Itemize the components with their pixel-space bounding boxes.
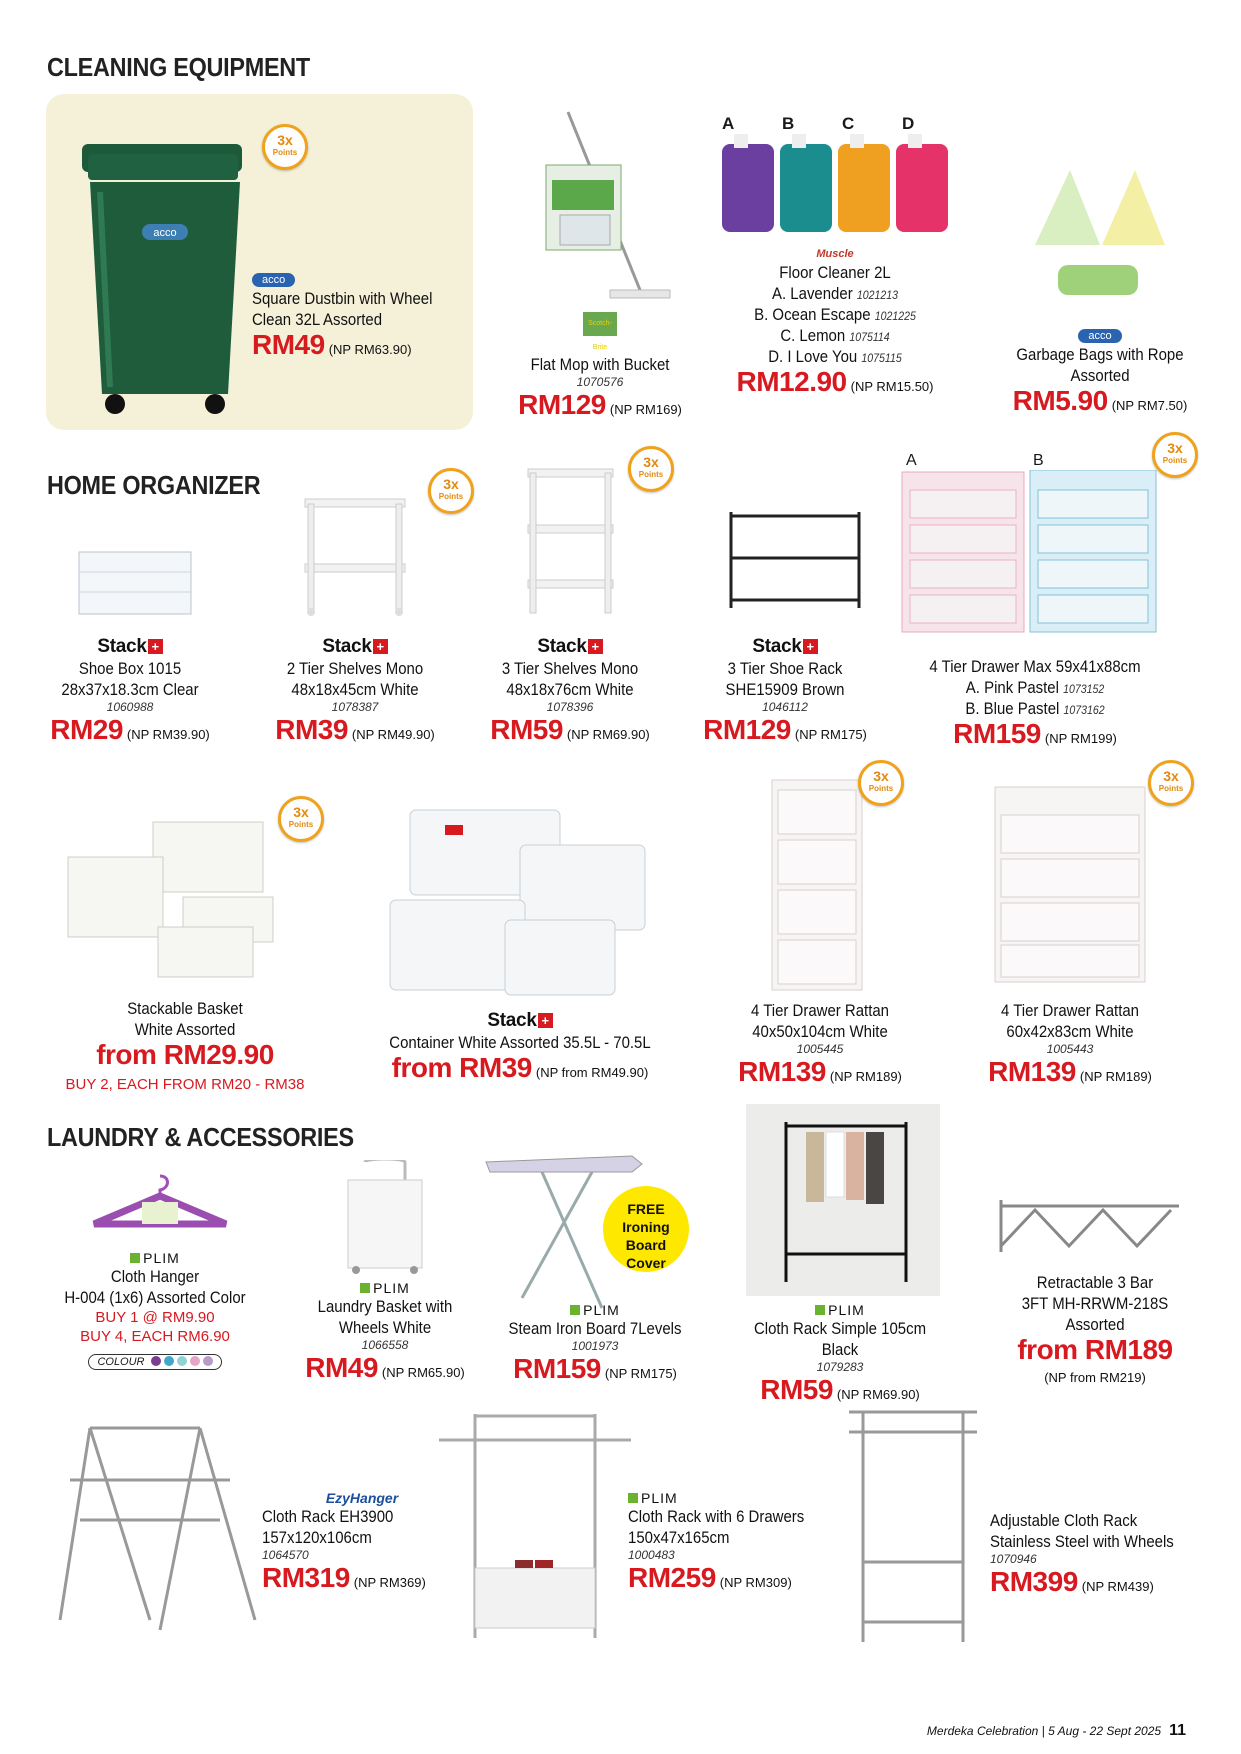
product-adjustable-rack[interactable] [990, 1510, 1210, 1602]
product-name: Clean 32L Assorted [252, 310, 383, 329]
svg-text:acco: acco [153, 227, 177, 239]
price: from RM29.90 [96, 1039, 274, 1070]
stackable-basket-image [58, 812, 288, 982]
page-footer [927, 1722, 1186, 1740]
product-name: Flat Mop with Bucket [530, 355, 670, 374]
product-name: Stackable Basket [127, 999, 243, 1018]
variant-label-a: A [906, 452, 917, 469]
sku: 1073152 [1063, 682, 1105, 696]
variant-label-b: B [1033, 452, 1044, 469]
product-name: 48x18x76cm White [506, 680, 634, 699]
drawer-max-image [900, 470, 1160, 635]
sku: 1021213 [856, 288, 898, 302]
normal-price: (NP RM175) [604, 1366, 677, 1381]
product-shoe-box[interactable] [30, 636, 230, 750]
normal-price: (NP RM7.50) [1111, 398, 1188, 413]
sku: 1075114 [849, 330, 890, 344]
floor-cleaner-bottles-image [720, 134, 960, 234]
sku: 1046112 [762, 700, 808, 714]
stack-logo: Stack + [30, 636, 230, 658]
sku: 1005445 [796, 1042, 844, 1056]
dustbin-image [70, 142, 260, 417]
stack-logo: Stack + [255, 636, 455, 658]
normal-price: (NP RM169) [609, 402, 682, 417]
product-retractable-rack[interactable] [985, 1272, 1205, 1385]
product-three-tier-shelves[interactable] [470, 636, 670, 750]
product-name: 3 Tier Shoe Rack [727, 659, 843, 678]
section-title-cleaning: CLEANING EQUIPMENT [47, 52, 310, 82]
three-tier-shelf-image [523, 465, 618, 620]
product-name: SHE15909 Brown [725, 680, 845, 699]
price: from RM39 [391, 1052, 532, 1083]
product-name: Cloth Rack with 6 Drawers [628, 1507, 805, 1526]
variant-name: C. Lemon [780, 326, 846, 345]
product-cloth-rack-6-drawers[interactable] [628, 1490, 848, 1598]
price: RM159 [953, 718, 1041, 749]
points-badge: 3x Points [1148, 760, 1194, 806]
colour-swatch[interactable] [190, 1356, 200, 1366]
product-name: H-004 (1x6) Assorted Color [64, 1288, 246, 1307]
mop-image [540, 110, 680, 310]
price: RM59 [490, 714, 563, 745]
product-cloth-hanger[interactable] [40, 1250, 270, 1370]
price: RM39 [275, 714, 348, 745]
laundry-basket-image [340, 1160, 430, 1275]
acco-logo: acco [1078, 329, 1121, 343]
product-name: 2 Tier Shelves Mono [286, 659, 424, 678]
free-gift-badge: FREE Ironing Board Cover [603, 1186, 689, 1272]
sku: 1005443 [1046, 1042, 1094, 1056]
sku: 1078396 [546, 700, 594, 714]
product-name: Shoe Box 1015 [78, 659, 182, 678]
product-name: Cloth Hanger [110, 1267, 200, 1286]
price: RM59 [760, 1374, 833, 1405]
cloth-rack-eh3900-image [50, 1420, 260, 1645]
sku: 1064570 [262, 1548, 309, 1562]
colour-swatch[interactable] [164, 1356, 174, 1366]
product-name: 3FT MH-RRWM-218S Assorted [1021, 1294, 1169, 1334]
variant-name: B. Blue Pastel [965, 699, 1060, 718]
two-tier-shelf-image [300, 494, 410, 619]
cloth-rack-photo [746, 1104, 940, 1296]
product-name: 28x37x18.3cm Clear [61, 680, 199, 699]
price: from RM189 [1017, 1334, 1173, 1365]
garbage-bags-image [1030, 170, 1170, 300]
product-name: Wheels White [338, 1318, 432, 1337]
colour-selector[interactable] [88, 1354, 221, 1370]
sku: 1070946 [990, 1552, 1037, 1566]
normal-price: (NP RM15.50) [850, 379, 934, 394]
product-laundry-basket[interactable] [270, 1280, 500, 1388]
sku: 1000483 [628, 1548, 675, 1562]
plim-logo: PLIM [628, 1490, 848, 1506]
normal-price: (NP RM39.90) [126, 727, 210, 742]
price: RM29 [50, 714, 123, 745]
ezyhanger-logo: EzyHanger [325, 1490, 399, 1506]
product-name: 157x120x106cm [262, 1528, 372, 1547]
points-badge: 3x Points [428, 468, 474, 514]
variant-name: D. I Love You [768, 347, 858, 366]
scotch-brite-logo: Scotch-Brite [583, 312, 617, 336]
product-two-tier-shelves[interactable] [255, 636, 455, 750]
product-name: Laundry Basket with [317, 1297, 453, 1316]
product-name: Retractable 3 Bar [1036, 1273, 1154, 1292]
price: RM49 [252, 329, 325, 360]
plim-logo: PLIM [270, 1280, 500, 1296]
product-name: White Assorted [134, 1020, 236, 1039]
product-container[interactable] [370, 1010, 670, 1088]
normal-price: (NP from RM49.90) [535, 1065, 649, 1080]
price: RM139 [988, 1056, 1076, 1087]
sku: 1078387 [331, 700, 379, 714]
colour-label: COLOUR [97, 1356, 145, 1368]
colour-swatch[interactable] [151, 1356, 161, 1366]
normal-price: (NP RM69.90) [566, 727, 650, 742]
product-cloth-rack-eh3900[interactable] [262, 1490, 462, 1598]
product-cloth-rack-simple[interactable] [720, 1302, 960, 1410]
normal-price: (NP RM439) [1081, 1579, 1154, 1594]
variant-name: A. Pink Pastel [965, 678, 1059, 697]
plim-logo: PLIM [720, 1302, 960, 1318]
normal-price: (NP RM189) [829, 1069, 902, 1084]
product-shoe-rack[interactable] [685, 636, 885, 750]
normal-price: (NP from RM219) [1044, 1370, 1146, 1385]
footer-text: Merdeka Celebration | 5 Aug - 22 Sept 2025 [926, 1724, 1162, 1738]
cloth-rack-drawers-image [435, 1408, 635, 1648]
normal-price: (NP RM65.90) [381, 1365, 465, 1380]
stack-logo: Stack + [685, 636, 885, 658]
product-name: Garbage Bags with Rope [1016, 345, 1184, 364]
product-name: Adjustable Cloth Rack [990, 1511, 1138, 1530]
points-badge: 3x Points [262, 124, 308, 170]
mr-muscle-logo: Muscle [816, 248, 854, 260]
points-badge: 3x Points [1152, 432, 1198, 478]
variant-label-d: D [902, 114, 915, 133]
price: RM129 [518, 389, 606, 420]
shoe-box-image [75, 548, 200, 620]
rattan-drawer-wide-image [993, 785, 1148, 985]
normal-price: (NP RM175) [794, 727, 867, 742]
variant-label-a: A [722, 114, 735, 133]
product-name: 3 Tier Shelves Mono [501, 659, 639, 678]
product-name: 48x18x45cm White [291, 680, 419, 699]
page-number: 11 [1169, 1722, 1186, 1739]
product-name: 40x50x104cm White [752, 1022, 888, 1041]
price: RM139 [738, 1056, 826, 1087]
points-badge: 3x Points [858, 760, 904, 806]
shoe-rack-image [725, 508, 865, 613]
product-stackable-basket[interactable] [60, 998, 310, 1094]
promo-text: BUY 2, EACH FROM RM20 - RM38 [65, 1076, 305, 1093]
container-image [385, 805, 650, 1000]
retractable-rack-image [995, 1196, 1185, 1256]
promo-text: BUY 4, EACH RM6.90 [80, 1328, 230, 1345]
product-name: Cloth Rack Simple 105cm Black [753, 1319, 927, 1359]
variant-name: B. Ocean Escape [754, 305, 871, 324]
stack-logo: Stack + [470, 636, 670, 658]
colour-swatch[interactable] [203, 1356, 213, 1366]
product-ironing-board[interactable] [480, 1302, 710, 1389]
variant-label-c: C [842, 114, 855, 133]
acco-logo: acco [252, 273, 295, 287]
adjustable-rack-image [843, 1402, 983, 1657]
price: RM259 [628, 1562, 716, 1593]
normal-price: (NP RM309) [719, 1575, 792, 1590]
sku: 1079283 [816, 1360, 864, 1374]
normal-price: (NP RM369) [353, 1575, 426, 1590]
sku: 1070576 [576, 375, 624, 389]
points-badge: 3x Points [628, 446, 674, 492]
section-title-organizer: HOME ORGANIZER [47, 470, 261, 500]
sku: 1073162 [1063, 703, 1105, 717]
product-name: Floor Cleaner 2L [779, 263, 891, 282]
sku: 1001973 [571, 1339, 619, 1353]
variant-name: A. Lavender [772, 284, 853, 303]
plim-logo: PLIM [40, 1250, 270, 1266]
product-name: Stainless Steel with Wheels [990, 1532, 1174, 1551]
product-dustbin[interactable] [252, 270, 462, 365]
product-rattan-drawer-60[interactable] [965, 1000, 1175, 1092]
price: RM399 [990, 1566, 1078, 1597]
sku: 1060988 [106, 700, 154, 714]
promo-text: BUY 1 @ RM9.90 [95, 1309, 215, 1326]
price: RM319 [262, 1562, 350, 1593]
normal-price: (NP RM63.90) [328, 342, 412, 357]
product-drawer-max[interactable] [900, 656, 1170, 754]
product-name: Square Dustbin with Wheel [252, 289, 433, 308]
price: RM129 [703, 714, 791, 745]
sku: 1021225 [874, 309, 916, 323]
points-badge: 3x Points [278, 796, 324, 842]
product-name: Assorted [1070, 366, 1130, 385]
product-name: Container White Assorted 35.5L - 70.5L [389, 1033, 651, 1052]
plim-logo: PLIM [480, 1302, 710, 1318]
stack-logo: Stack + [370, 1010, 670, 1032]
product-name: Steam Iron Board 7Levels [508, 1319, 682, 1338]
normal-price: (NP RM189) [1079, 1069, 1152, 1084]
cloth-hanger-image [90, 1172, 230, 1242]
price: RM49 [305, 1352, 378, 1383]
product-mop[interactable] [490, 312, 710, 425]
product-garbage-bags[interactable] [1000, 326, 1200, 421]
product-name: 4 Tier Drawer Max 59x41x88cm [929, 657, 1141, 676]
section-title-laundry: LAUNDRY & ACCESSORIES [47, 1122, 354, 1152]
price: RM12.90 [736, 366, 847, 397]
product-name: 4 Tier Drawer Rattan [750, 1001, 890, 1020]
price: RM159 [513, 1353, 601, 1384]
product-floor-cleaner[interactable] [700, 244, 970, 402]
sku: 1075115 [861, 351, 902, 365]
rattan-drawer-tall-image [770, 778, 865, 993]
product-name: 60x42x83cm White [1006, 1022, 1134, 1041]
product-name: Cloth Rack EH3900 [262, 1507, 394, 1526]
colour-swatch[interactable] [177, 1356, 187, 1366]
normal-price: (NP RM199) [1044, 731, 1117, 746]
normal-price: (NP RM69.90) [836, 1387, 920, 1402]
product-rattan-drawer-40[interactable] [715, 1000, 925, 1092]
variant-label-b: B [782, 114, 795, 133]
product-name: 150x47x165cm [628, 1528, 730, 1547]
normal-price: (NP RM49.90) [351, 727, 435, 742]
price: RM5.90 [1012, 385, 1108, 416]
sku: 1066558 [361, 1338, 409, 1352]
product-name: 4 Tier Drawer Rattan [1000, 1001, 1140, 1020]
